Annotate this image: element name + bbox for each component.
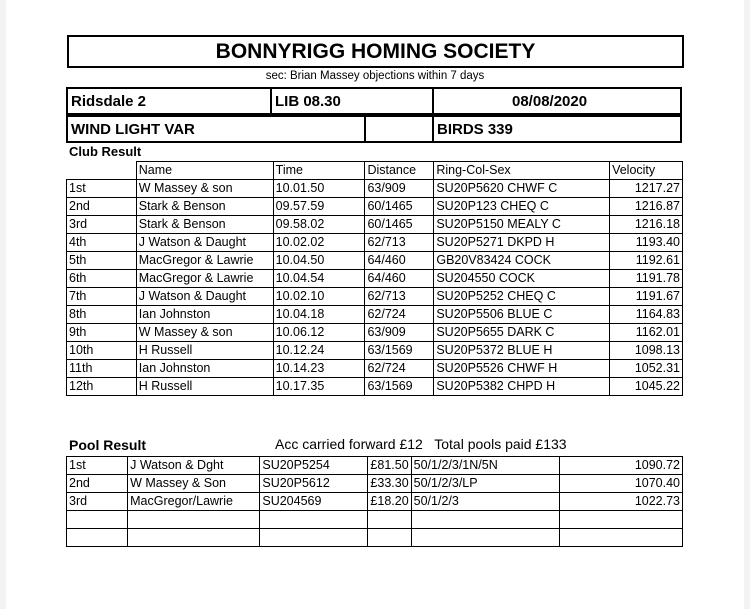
distance-cell: 62/724 xyxy=(365,360,434,378)
name-cell: W Massey & son xyxy=(136,324,273,342)
table-row xyxy=(67,252,683,270)
table-row xyxy=(67,475,683,493)
ring-cell: SU20P5271 DKPD H xyxy=(434,234,610,252)
name-cell: MacGregor & Lawrie xyxy=(136,270,273,288)
ring-cell xyxy=(260,511,368,529)
position-cell: 7th xyxy=(67,288,137,306)
table-row xyxy=(67,493,683,511)
distance-cell: 63/909 xyxy=(365,180,434,198)
secretary-line: sec: Brian Massey objections within 7 days xyxy=(265,70,485,82)
velocity-cell: 1191.78 xyxy=(610,270,683,288)
ring-cell: SU20P5612 xyxy=(260,475,368,493)
club-result-heading: Club Result xyxy=(69,144,142,159)
time-cell: 10.02.02 xyxy=(273,234,365,252)
velocity-cell: 1216.87 xyxy=(610,198,683,216)
race-location: Ridsdale 2 xyxy=(66,87,272,115)
name-cell: Stark & Benson xyxy=(136,198,273,216)
distance-cell: 63/1569 xyxy=(365,342,434,360)
column-header-name: Name xyxy=(136,162,273,180)
velocity-cell: 1090.72 xyxy=(560,457,683,475)
velocity-cell: 1162.01 xyxy=(610,324,683,342)
velocity-cell: 1052.31 xyxy=(610,360,683,378)
velocity-cell: 1070.40 xyxy=(560,475,683,493)
name-cell: J Watson & Daught xyxy=(136,234,273,252)
table-row xyxy=(67,529,683,547)
time-cell: 10.14.23 xyxy=(273,360,365,378)
ring-cell: SU20P5620 CHWF C xyxy=(434,180,610,198)
ring-cell: GB20V83424 COCK xyxy=(434,252,610,270)
time-cell: 10.02.10 xyxy=(273,288,365,306)
velocity-cell: 1191.67 xyxy=(610,288,683,306)
ring-cell: SU20P5526 CHWF H xyxy=(434,360,610,378)
position-cell xyxy=(67,511,128,529)
velocity-cell: 1193.40 xyxy=(610,234,683,252)
ring-cell: SU204569 xyxy=(260,493,368,511)
position-cell: 6th xyxy=(67,270,137,288)
column-header-distance: Distance xyxy=(365,162,434,180)
table-row xyxy=(67,180,683,198)
position-cell: 11th xyxy=(67,360,137,378)
time-cell: 10.12.24 xyxy=(273,342,365,360)
birds-count: BIRDS 339 xyxy=(432,115,682,143)
ring-cell: SU20P5150 MEALY C xyxy=(434,216,610,234)
ring-cell: SU20P5372 BLUE H xyxy=(434,342,610,360)
name-cell: W Massey & Son xyxy=(128,475,260,493)
name-cell: Ian Johnston xyxy=(136,360,273,378)
velocity-cell: 1022.73 xyxy=(560,493,683,511)
ring-cell: SU20P5506 BLUE C xyxy=(434,306,610,324)
table-row xyxy=(67,306,683,324)
table-row xyxy=(67,378,683,396)
distance-cell: 60/1465 xyxy=(365,216,434,234)
velocity-cell: 1217.27 xyxy=(610,180,683,198)
velocity-cell xyxy=(560,511,683,529)
time-cell: 10.01.50 xyxy=(273,180,365,198)
position-cell: 4th xyxy=(67,234,137,252)
ring-cell: SU20P5382 CHPD H xyxy=(434,378,610,396)
time-cell: 10.04.50 xyxy=(273,252,365,270)
column-header-velocity: Velocity xyxy=(610,162,683,180)
name-cell xyxy=(128,511,260,529)
distance-cell: 62/713 xyxy=(365,234,434,252)
distance-cell: 62/713 xyxy=(365,288,434,306)
amount-cell: £18.20 xyxy=(368,493,411,511)
amount-cell: £33.30 xyxy=(368,475,411,493)
distance-cell: 60/1465 xyxy=(365,198,434,216)
name-cell: Stark & Benson xyxy=(136,216,273,234)
ring-cell: SU20P5254 xyxy=(260,457,368,475)
table-row xyxy=(67,198,683,216)
position-cell xyxy=(67,529,128,547)
position-cell: 8th xyxy=(67,306,137,324)
pool-info: Acc carried forward £12 Total pools paid £133 xyxy=(275,436,567,452)
pools-cell xyxy=(411,511,559,529)
position-cell: 1st xyxy=(67,457,128,475)
time-cell: 10.04.18 xyxy=(273,306,365,324)
position-cell: 2nd xyxy=(67,475,128,493)
distance-cell: 64/460 xyxy=(365,252,434,270)
table-row xyxy=(67,270,683,288)
name-cell: H Russell xyxy=(136,378,273,396)
table-row xyxy=(67,511,683,529)
table-row xyxy=(67,342,683,360)
velocity-cell xyxy=(560,529,683,547)
velocity-cell: 1192.61 xyxy=(610,252,683,270)
table-row xyxy=(67,216,683,234)
position-cell: 2nd xyxy=(67,198,137,216)
ring-cell xyxy=(260,529,368,547)
position-cell: 5th xyxy=(67,252,137,270)
table-row xyxy=(67,288,683,306)
ring-cell: SU20P123 CHEQ C xyxy=(434,198,610,216)
liberation-time: LIB 08.30 xyxy=(270,87,434,115)
name-cell: Ian Johnston xyxy=(136,306,273,324)
table-row xyxy=(67,324,683,342)
name-cell: H Russell xyxy=(136,342,273,360)
name-cell: J Watson & Daught xyxy=(136,288,273,306)
empty-header-cell xyxy=(67,162,137,180)
distance-cell: 62/724 xyxy=(365,306,434,324)
name-cell: MacGregor/Lawrie xyxy=(128,493,260,511)
position-cell: 1st xyxy=(67,180,137,198)
position-cell: 3rd xyxy=(67,493,128,511)
distance-cell: 63/1569 xyxy=(365,378,434,396)
pools-cell: 50/1/2/3 xyxy=(411,493,559,511)
pool-result-table xyxy=(66,456,683,547)
race-date: 08/08/2020 xyxy=(432,87,682,115)
name-cell xyxy=(128,529,260,547)
amount-cell xyxy=(368,511,411,529)
distance-cell: 63/909 xyxy=(365,324,434,342)
pools-cell xyxy=(411,529,559,547)
ring-cell: SU20P5252 CHEQ C xyxy=(434,288,610,306)
position-cell: 10th xyxy=(67,342,137,360)
column-header-ring: Ring-Col-Sex xyxy=(434,162,610,180)
club-result-table xyxy=(66,161,683,396)
amount-cell xyxy=(368,529,411,547)
time-cell: 10.06.12 xyxy=(273,324,365,342)
position-cell: 12th xyxy=(67,378,137,396)
column-header-time: Time xyxy=(273,162,365,180)
name-cell: J Watson & Dght xyxy=(128,457,260,475)
ring-cell: SU204550 COCK xyxy=(434,270,610,288)
time-cell: 09.58.02 xyxy=(273,216,365,234)
time-cell: 10.04.54 xyxy=(273,270,365,288)
blank-cell xyxy=(364,115,434,143)
ring-cell: SU20P5655 DARK C xyxy=(434,324,610,342)
time-cell: 10.17.35 xyxy=(273,378,365,396)
amount-cell: £81.50 xyxy=(368,457,411,475)
society-title: BONNYRIGG HOMING SOCIETY xyxy=(67,35,684,68)
time-cell: 09.57.59 xyxy=(273,198,365,216)
velocity-cell: 1216.18 xyxy=(610,216,683,234)
table-row xyxy=(67,360,683,378)
wind-conditions: WIND LIGHT VAR xyxy=(66,115,366,143)
club-result-header-row xyxy=(67,162,683,180)
table-row xyxy=(67,234,683,252)
velocity-cell: 1098.13 xyxy=(610,342,683,360)
name-cell: W Massey & son xyxy=(136,180,273,198)
distance-cell: 64/460 xyxy=(365,270,434,288)
pool-result-heading: Pool Result xyxy=(69,437,147,453)
table-row xyxy=(67,457,683,475)
name-cell: MacGregor & Lawrie xyxy=(136,252,273,270)
pools-cell: 50/1/2/3/1N/5N xyxy=(411,457,559,475)
position-cell: 9th xyxy=(67,324,137,342)
pools-cell: 50/1/2/3/LP xyxy=(411,475,559,493)
position-cell: 3rd xyxy=(67,216,137,234)
velocity-cell: 1164.83 xyxy=(610,306,683,324)
velocity-cell: 1045.22 xyxy=(610,378,683,396)
